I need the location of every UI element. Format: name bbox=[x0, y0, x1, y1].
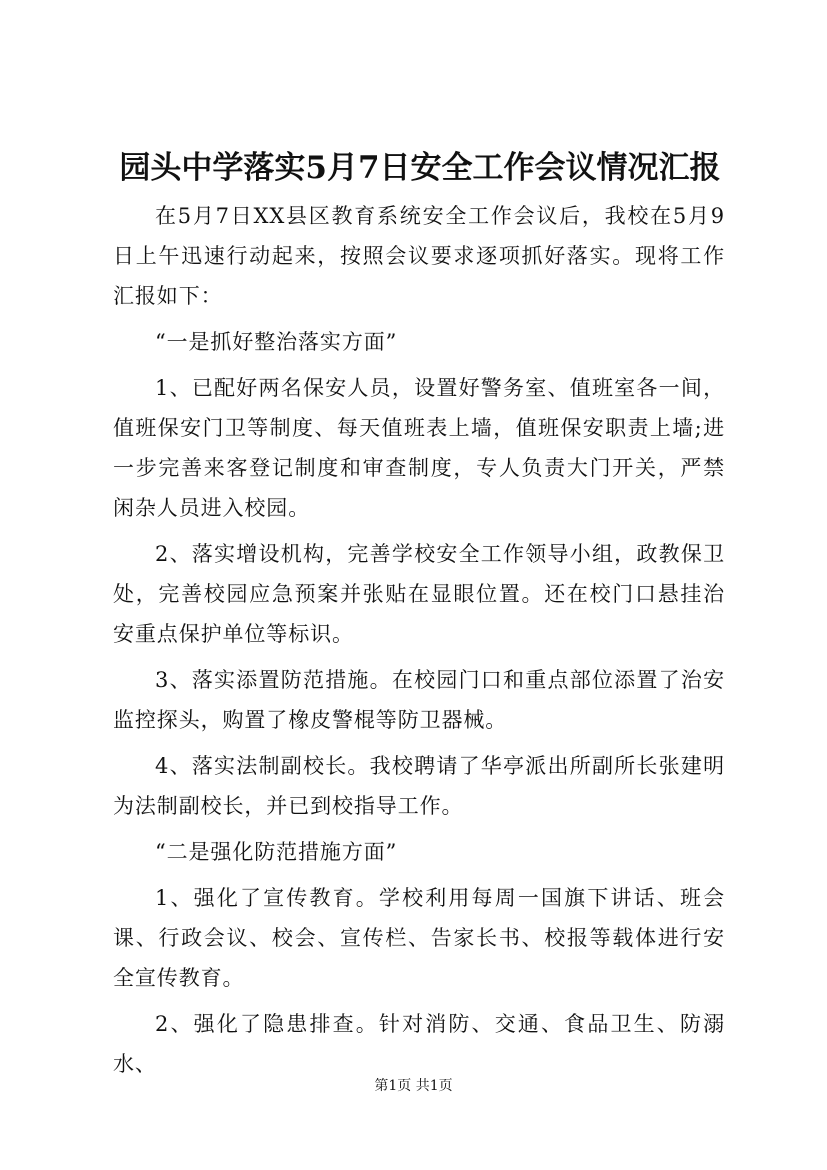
section-heading-1: “一是抓好整治落实方面” bbox=[155, 330, 398, 354]
document-title: 园头中学落实5月7日安全工作会议情况汇报 bbox=[119, 150, 721, 186]
paragraph-item: 2、强化了隐患排查。针对消防、交通、食品卫生、防溺水、 bbox=[113, 1012, 725, 1076]
paragraph-item: 1、已配好两名保安人员，设置好警务室、值班室各一间，值班保安门卫等制度、每天值班表上墙，值班保安职责上墙;进一步完善来客登记制度和审查制度，专人负责大门开关，严禁闲杂人员进入校园。 bbox=[113, 376, 725, 520]
page-footer: 第1页 共1页 bbox=[374, 1078, 453, 1094]
paragraph-item: 1、强化了宣传教育。学校利用每周一国旗下讲话、班会课、行政会议、校会、宣传栏、告家长书、校报等载体进行安全宣传教育。 bbox=[113, 886, 725, 990]
paragraph-item: 3、落实添置防范措施。在校园门口和重点部位添置了治安监控探头，购置了橡皮警棍等防卫器械。 bbox=[113, 668, 725, 732]
document-body bbox=[113, 196, 725, 1084]
section-heading-2: “二是强化防范措施方面” bbox=[155, 840, 398, 864]
paragraph-item: 2、落实增设机构，完善学校安全工作领导小组，政教保卫处，完善校园应急预案并张贴在显眼位置。还在校门口悬挂治安重点保护单位等标识。 bbox=[113, 542, 725, 646]
paragraph-intro: 在5月7日XX县区教育系统安全工作会议后，我校在5月9日上午迅速行动起来，按照会议要求逐项抓好落实。现将工作汇报如下： bbox=[113, 204, 725, 308]
paragraph-item: 4、落实法制副校长。我校聘请了华亭派出所副所长张建明为法制副校长，并已到校指导工作。 bbox=[113, 754, 725, 818]
